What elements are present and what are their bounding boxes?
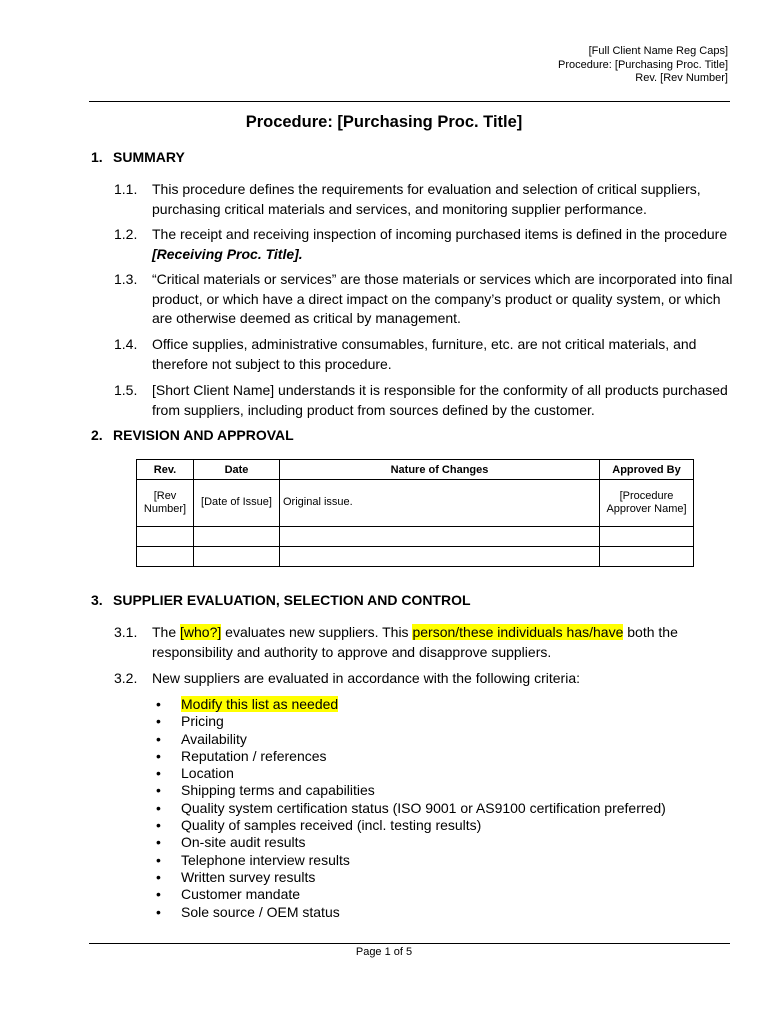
paragraph-number: 3.1. [114, 624, 138, 640]
section-title: REVISION AND APPROVAL [113, 427, 294, 443]
paragraph-text: This procedure defines the requirements for evaluation and selection of critical suppliers, purchasing critical materials and services, and monitoring supplier performance. [152, 181, 701, 217]
paragraph-text: [Short Client Name] understands it is responsible for the conformity of all products purchased from suppliers, including product from sources defined by the customer. [152, 382, 728, 418]
paragraph-number: 1.4. [114, 336, 138, 352]
paragraph-text: New suppliers are evaluated in accordance with the following criteria: [152, 670, 580, 686]
list-item [152, 713, 666, 730]
list-item [152, 869, 666, 886]
bullet-icon: • [156, 834, 161, 851]
column-header-approved-by: Approved By [600, 460, 694, 480]
table-row [137, 480, 694, 527]
list-item [152, 834, 666, 851]
paragraph-text: “Critical materials or services” are those materials or services which are incorporated into final product, or which have a direct impact on the company’s product or quality system, or which are otherwise deemed as critical by management. [152, 271, 733, 326]
bullet-icon: • [156, 765, 161, 782]
column-header-rev: Rev. [137, 460, 194, 480]
column-header-date: Date [194, 460, 280, 480]
list-item [152, 782, 666, 799]
cell-rev: [Rev Number] [137, 480, 194, 527]
paragraph-number: 1.5. [114, 382, 138, 398]
criterion-text: Quality system certification status (ISO 9001 or AS9100 certification preferred) [181, 799, 666, 816]
cell-rev [137, 527, 194, 547]
highlighted-placeholder-who: [who?] [180, 624, 222, 640]
list-item [152, 696, 666, 713]
cell-nature-of-changes [280, 547, 600, 567]
section-title: SUPPLIER EVALUATION, SELECTION AND CONTROL [113, 592, 471, 608]
bullet-icon: • [156, 817, 161, 834]
criterion-text: Modify this list as needed [181, 696, 339, 712]
cell-approved-by [600, 547, 694, 567]
cell-date: [Date of Issue] [194, 480, 280, 527]
paragraph-3-1 [114, 623, 734, 662]
criterion-text: Reputation / references [181, 747, 327, 764]
header-revision: Rev. [Rev Number] [635, 72, 728, 84]
criterion-text: Quality of samples received (incl. testing results) [181, 817, 482, 834]
section-heading-summary [91, 149, 185, 165]
criterion-text: Pricing [181, 713, 224, 730]
paragraph-text-plain: The receipt and receiving inspection of incoming purchased items is defined in the procedure [152, 226, 728, 242]
section-heading-supplier-evaluation [91, 592, 471, 608]
criterion-text: Sole source / OEM status [181, 903, 340, 920]
table-header-row [137, 460, 694, 480]
section-title: SUMMARY [113, 149, 185, 165]
section-number: 3. [91, 592, 103, 608]
paragraph-number: 3.2. [114, 670, 138, 686]
cell-date [194, 527, 280, 547]
bullet-icon: • [156, 799, 161, 816]
cell-approved-by [600, 527, 694, 547]
column-header-nature-of-changes: Nature of Changes [280, 460, 600, 480]
cell-rev [137, 547, 194, 567]
paragraph-1-3 [114, 270, 734, 329]
bullet-icon: • [156, 747, 161, 764]
criterion-text: On-site audit results [181, 834, 306, 851]
page-number: Page 1 of 5 [355, 946, 413, 958]
paragraph-text-plain: both the responsibility and authority to approve and disapprove suppliers. [152, 624, 678, 660]
paragraph-text: Office supplies, administrative consumables, furniture, etc. are not critical materials, and therefore not subject to this procedure. [152, 336, 697, 372]
criterion-text: Customer mandate [181, 886, 301, 903]
section-heading-revision [91, 427, 294, 443]
paragraph-1-5 [114, 381, 734, 420]
bullet-icon: • [156, 696, 161, 712]
cell-nature-of-changes [280, 527, 600, 547]
receiving-procedure-reference: [Receiving Proc. Title]. [152, 245, 303, 262]
header-procedure-title: Procedure: [Purchasing Proc. Title] [558, 58, 728, 71]
list-item [152, 731, 666, 748]
paragraph-3-2 [114, 669, 734, 689]
highlighted-placeholder-person: person/these individuals has/have [412, 624, 624, 640]
criterion-text: Location [181, 765, 234, 782]
bullet-icon: • [156, 782, 161, 799]
header-rule [89, 101, 730, 102]
paragraph-1-4 [114, 335, 734, 374]
criterion-text: Availability [181, 730, 247, 747]
list-item [152, 748, 666, 765]
paragraph-1-1 [114, 180, 734, 219]
bullet-icon: • [156, 903, 161, 920]
footer-rule [89, 943, 730, 944]
cell-nature-of-changes: Original issue. [280, 480, 600, 527]
list-item [152, 817, 666, 834]
header-client-name: [Full Client Name Reg Caps] [588, 45, 728, 57]
paragraph-1-2 [114, 225, 734, 264]
table-row [137, 547, 694, 567]
document-header [558, 45, 728, 86]
bullet-icon: • [156, 868, 161, 885]
list-item [152, 800, 666, 817]
paragraph-number: 1.1. [114, 181, 138, 197]
list-item [152, 852, 666, 869]
list-item [152, 886, 666, 903]
list-item [152, 904, 666, 921]
page-title: Procedure: [Purchasing Proc. Title] [245, 113, 523, 131]
section-number: 1. [91, 149, 103, 165]
list-item [152, 765, 666, 782]
revision-table [136, 459, 694, 567]
paragraph-text [152, 623, 734, 662]
paragraph-text-plain: evaluates new suppliers. This [221, 624, 413, 640]
section-number: 2. [91, 427, 103, 443]
bullet-icon: • [156, 886, 161, 903]
criterion-text: Shipping terms and capabilities [181, 782, 375, 799]
paragraph-text [152, 225, 734, 264]
cell-date [194, 547, 280, 567]
bullet-icon: • [156, 730, 161, 747]
criterion-text: Written survey results [181, 868, 316, 885]
bullet-icon: • [156, 713, 161, 730]
paragraph-number: 1.3. [114, 271, 138, 287]
criteria-list [152, 696, 666, 921]
cell-approved-by: [Procedure Approver Name] [600, 480, 694, 527]
paragraph-text-plain: The [152, 624, 181, 640]
paragraph-number: 1.2. [114, 226, 138, 242]
criterion-text: Telephone interview results [181, 851, 350, 868]
bullet-icon: • [156, 851, 161, 868]
table-row [137, 527, 694, 547]
